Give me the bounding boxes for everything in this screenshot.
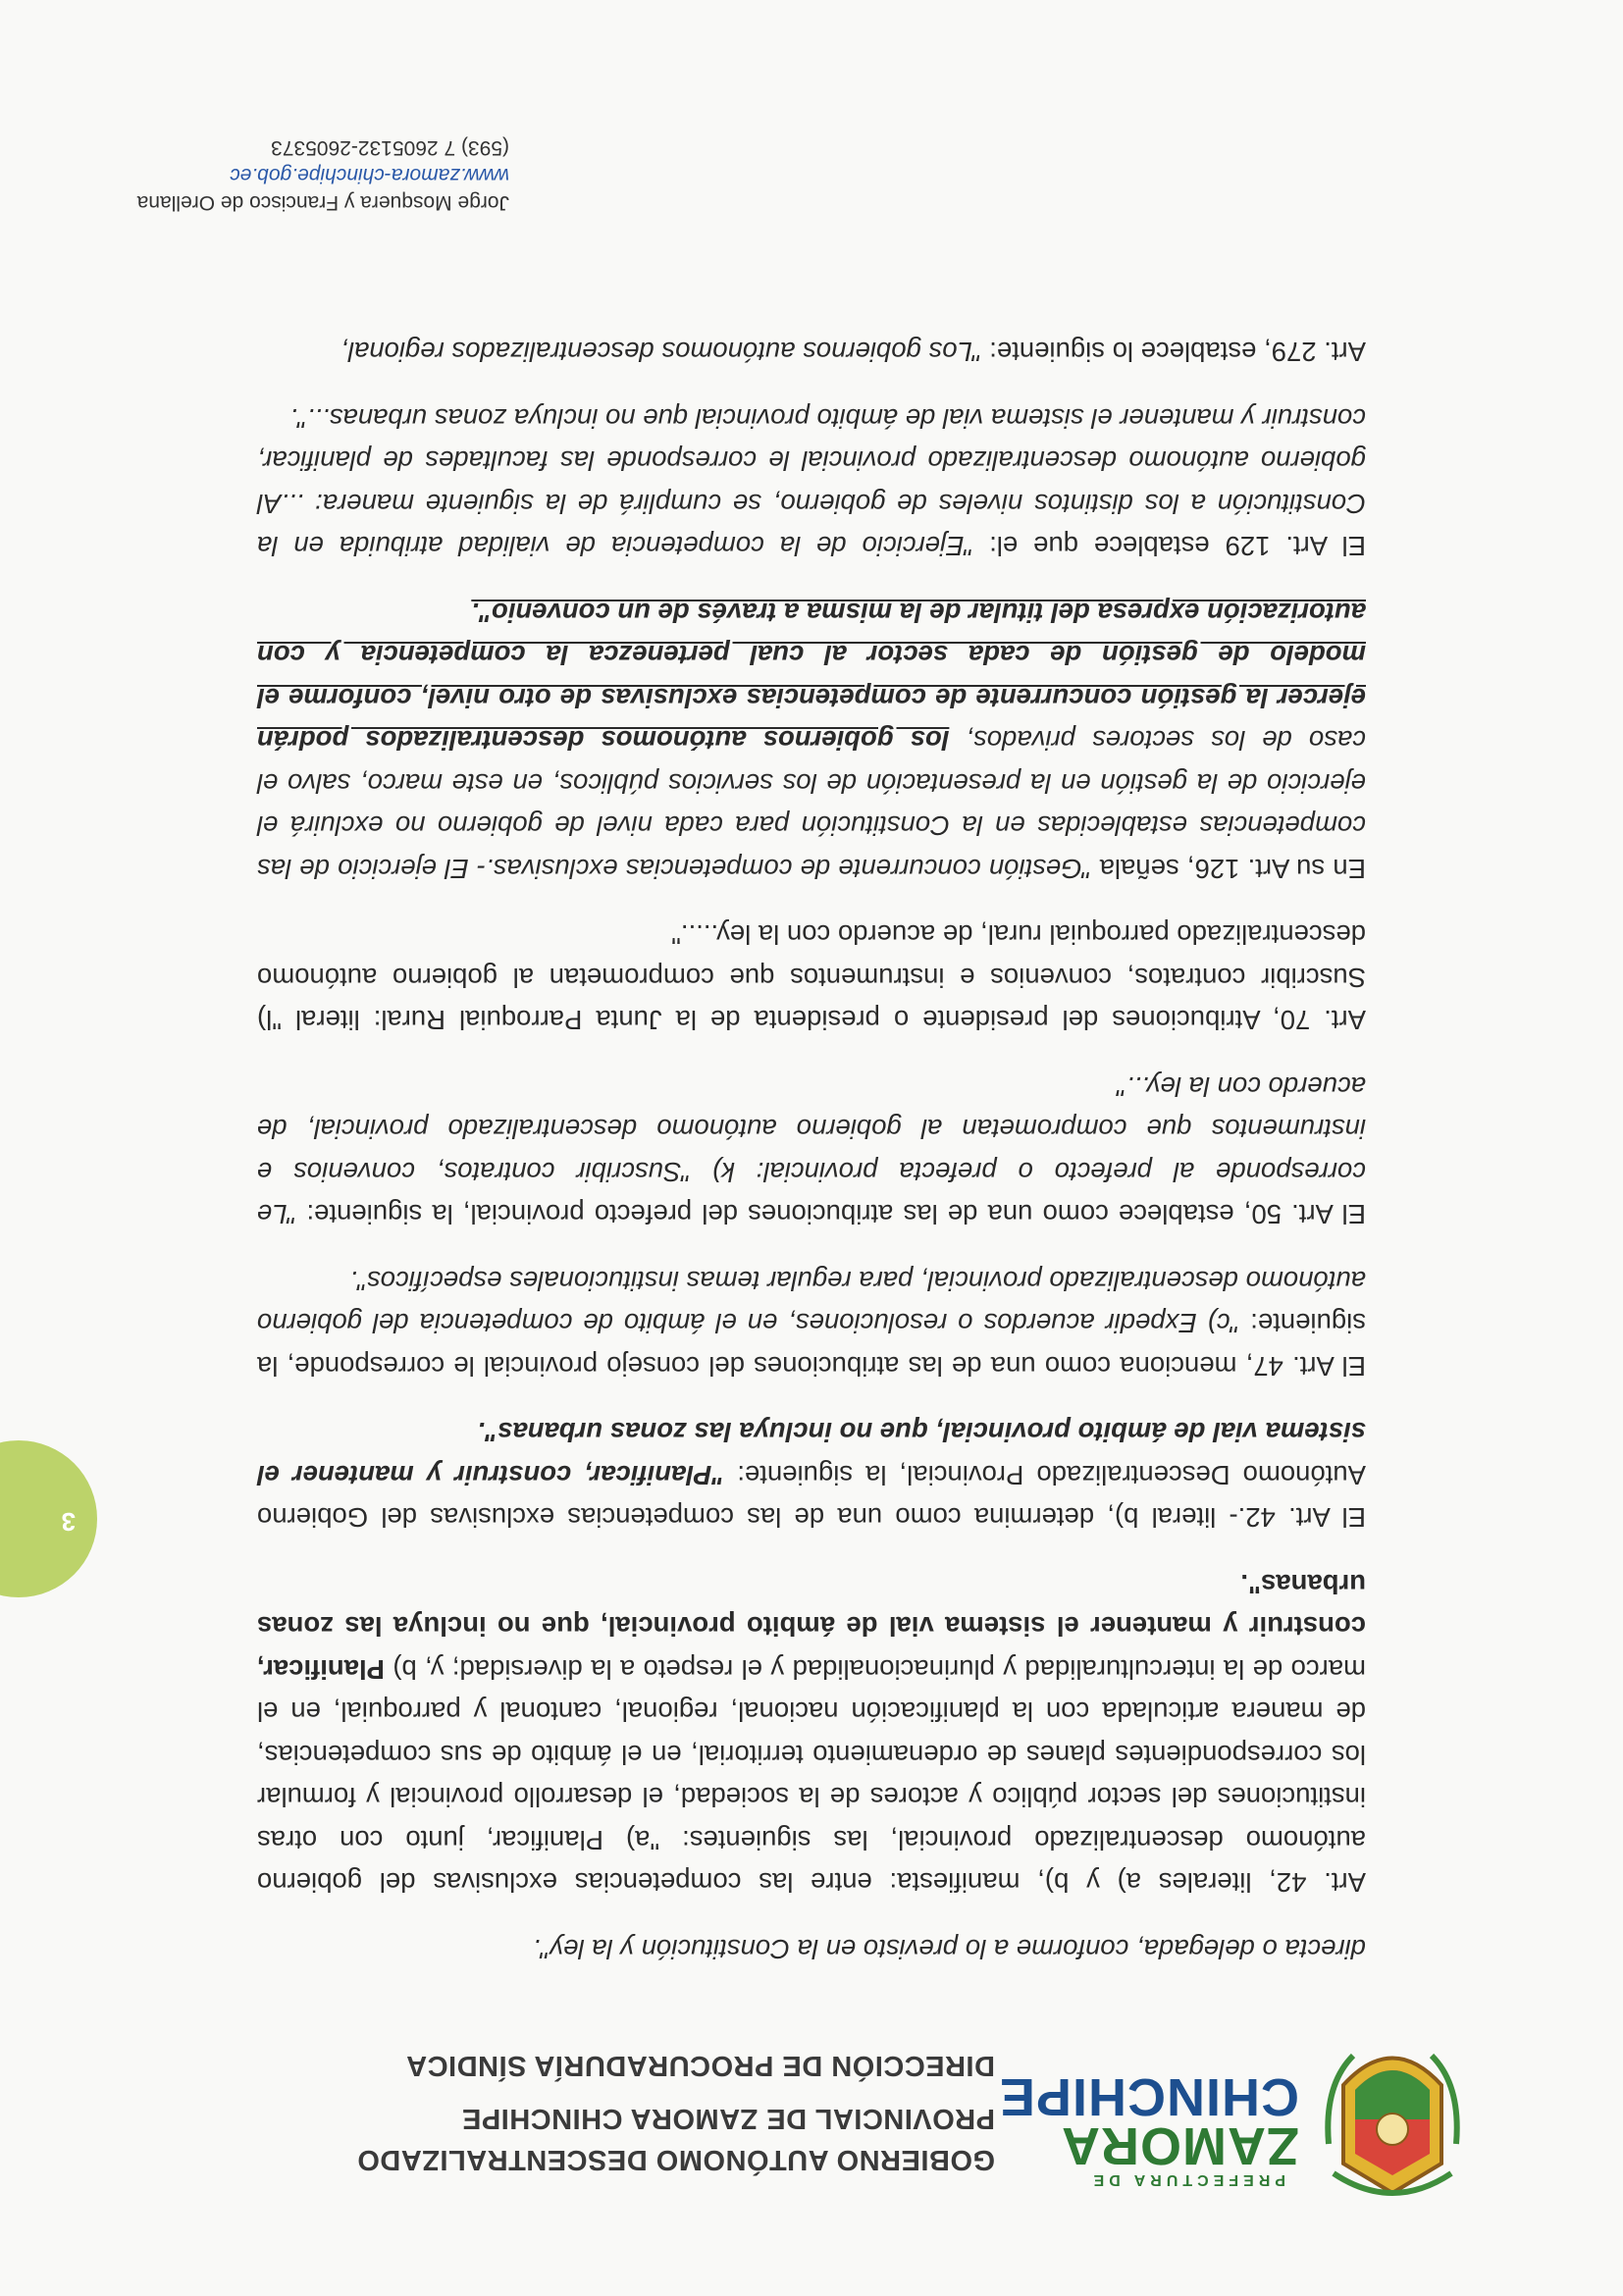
paragraph-continuation: directa o delegada, conforme a lo previsto en la Constitución y la ley". (533, 1934, 1366, 1964)
footer-website-link[interactable]: www.zamora-chinchipe.gob.ec (230, 164, 509, 186)
paragraph-text-bold-italic: "Planificar, construir y mantener el sistema vial de ámbito provincial, que no incluya las zonas urbanas". (256, 1417, 1366, 1490)
prefecture-logo-text (995, 2067, 1299, 2188)
paragraph-text-bold-underlined: los gobiernos autónomos descentralizados podrán ejercer la gestión concurrente de competencias exclusivas de otro nivel, conforme el modelo de gestión de cada sector al cual pertenezca la competencia y con autorización expresa del titular de la misma a través de un convenio". (257, 598, 1366, 757)
document-body (257, 307, 1366, 1970)
institution-block (220, 2045, 995, 2180)
paragraph-text: Art. 279, establece lo siguiente: (981, 337, 1366, 368)
page-number: 3 (61, 1507, 76, 1537)
logo-small-text: PREFECTURA DE (1088, 2171, 1285, 2188)
letterhead (0, 1972, 1623, 2296)
logo-line-1: ZAMORA (1061, 2116, 1299, 2175)
direction-title: DIRECCIÓN DE PROCURADURÍA SÍNDICA (405, 2050, 995, 2081)
paragraph-text-italic: "Le corresponde al prefecto o prefecta provincial: k) "Suscribir contratos, convenios e instrumentos que comprometan al gobierno autónomo descentralizado provincial, de acuerdo con la ley..." (257, 1071, 1366, 1230)
coat-of-arms-icon (1324, 2031, 1461, 2203)
paragraph-art-50 (257, 1066, 1366, 1236)
paragraph-text-italic: "c) Expedir acuerdos o resoluciones, en el ámbito de competencia del gobierno autónomo descentralizado provincial, para regular temas institucionales específicos". (257, 1266, 1366, 1339)
paragraph-text: El Art. 50, establece como una de las atribuciones del prefecto provincial, la siguiente: (296, 1199, 1366, 1230)
paragraph-text-italic: "Gestión concurrente de competencias exclusivas.- El ejercicio de las competencias establecidas en la Constitución para cada nivel de gobierno no excluirá el ejercicio de la gestión en la presentación de los servicios públicos, en este marco, salvo el caso de los sectores privados, (257, 725, 1366, 884)
paragraph-text-italic: "Los gobiernos autónomos descentralizados regional, (340, 337, 982, 368)
paragraph-art-42 (257, 1563, 1366, 1905)
paragraph-art-42b (257, 1411, 1366, 1539)
paragraph-text: El Art. 129 establece que el: (973, 531, 1366, 562)
paragraph-art-279 (257, 331, 1366, 374)
logo-line-2: CHINCHIPE (998, 2067, 1299, 2126)
institution-line-1: GOBIERNO AUTÓNOMO DESCENTRALIZADO (356, 2144, 995, 2175)
paragraph-art-47 (257, 1260, 1366, 1388)
footer-contact (117, 133, 509, 216)
footer-phone: (593) 7 2605132-2605373 (271, 136, 509, 159)
paragraph-art-126 (257, 592, 1366, 891)
paragraph-text: En su Art. 126, señala (1091, 854, 1366, 884)
page-number-badge (0, 1440, 97, 1597)
paragraph-text-italic: "Ejercicio de la competencia de vialidad atribuida en la Constitución a los distintos niveles de gobierno, se cumplirá de la siguiente manera: ...Al gobierno autónomo descentralizado provincial le corresponde las facultades de planificar, construir y mantener el sistema vial de ámbito provincial que no incluya zonas urbanas...". (257, 403, 1366, 562)
paragraph-text: Art. 42, literales a) y b), manifiesta: entre las competencias exclusivas del gobierno autónomo descentralizado provincial, las siguientes: "a) Planificar, junto con otras instituciones del sector público y actores de la sociedad, el desarrollo provincial y formular los correspondientes planes de ordenamiento territorial, en el ámbito de sus competencias, de manera articulada con la planificación nacional, regional, cantonal y parroquial, en el marco de la interculturalidad y plurinacionalidad y el respeto a la diversidad; y, b) (257, 1654, 1366, 1899)
paragraph-art-129 (257, 397, 1366, 568)
paragraph-text: El Art. 47, menciona como una de las atribuciones del consejo provincial le corresponde, la siguiente: (257, 1308, 1366, 1382)
paragraph-art-70: Art. 70, Atribuciones del presidente o presidenta de la Junta Parroquial Rural: literal "l) Suscribir contratos, convenios e instrumentos que comprometan al gobierno autónomo descentralizado parroquial rural, de acuerdo con la ley....." (257, 919, 1366, 1036)
institution-line-2: PROVINCIAL DE ZAMORA CHINCHIPE (461, 2103, 995, 2134)
footer-address: Jorge Mosquera y Francisco de Orellana (136, 191, 509, 214)
paragraph-text: El Art. 42.- literal b), determina como una de las competencias exclusivas del Gobierno Autónomo Descentralizado Provincial, la siguiente: (257, 1460, 1366, 1534)
paragraph-text-bold: Planificar, construir y mantener el sistema vial de ámbito provincial, que no incluya las zonas urbanas". (257, 1569, 1366, 1685)
